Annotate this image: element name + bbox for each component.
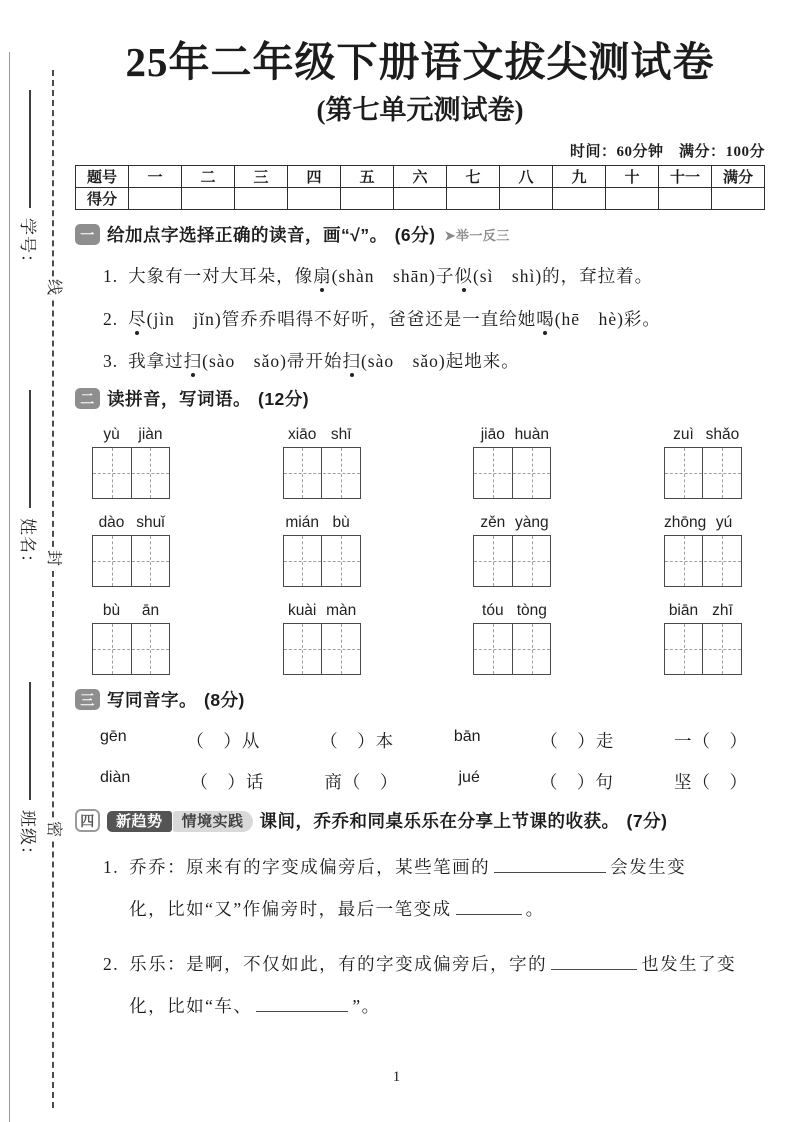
margin-field-blank-line	[29, 682, 31, 800]
section-3-points: (8分)	[204, 690, 245, 711]
homophone-item: 商（ ）	[324, 772, 399, 793]
homophone-pinyin: gēn	[100, 728, 127, 746]
margin-field-blank-line	[29, 390, 31, 508]
writing-grid	[473, 535, 551, 587]
section-4-header	[75, 808, 765, 833]
homophone-item: （ ）句	[539, 772, 614, 793]
score-table-column-header: 四	[288, 166, 341, 188]
writing-grid	[664, 623, 742, 675]
pinyin-word-group	[473, 602, 551, 675]
question-item	[103, 349, 765, 374]
writing-grid-midline	[93, 473, 169, 474]
score-table-empty-cell	[288, 188, 341, 210]
page-subtitle: (第七单元测试卷)	[316, 95, 524, 126]
score-table-empty-cell	[182, 188, 235, 210]
question-item	[103, 943, 765, 1027]
section-3	[75, 687, 765, 794]
section-1-points: (6分)	[394, 225, 436, 246]
exam-meta: 时间：60分钟 满分：100分	[569, 144, 765, 161]
score-row-label: 得分	[76, 188, 129, 210]
answer-blank	[456, 898, 522, 916]
pinyin-syllable: mián	[285, 514, 319, 532]
pinyin-word-group	[283, 426, 361, 499]
score-table-column-header: 十	[606, 166, 659, 188]
pinyin-syllable: jiāo	[480, 426, 505, 444]
pinyin-syllable: ān	[141, 602, 160, 620]
section-1-title: 给加点字选择正确的读音，画“√”。	[107, 225, 388, 246]
pinyin-syllable: zhōng	[663, 514, 707, 532]
score-table-column-header: 满分	[712, 166, 765, 188]
score-table-empty-cell	[394, 188, 447, 210]
dotted-character: 扫	[183, 350, 203, 371]
score-table-column-header: 七	[447, 166, 500, 188]
new-trend-badge: 新趋势	[107, 811, 172, 832]
score-table-empty-cell	[606, 188, 659, 210]
pinyin-syllable: zuì	[673, 426, 694, 444]
writing-grid	[283, 447, 361, 499]
section-3-header	[75, 687, 765, 712]
question-item	[103, 307, 765, 332]
pinyin-syllable: yú	[715, 514, 733, 532]
writing-grid-midline	[93, 649, 169, 650]
homophone-row	[100, 728, 748, 753]
pinyin-word-row	[92, 514, 742, 587]
section-1	[75, 222, 765, 374]
question-number: 2.	[103, 954, 120, 975]
seal-char: 线	[40, 277, 66, 297]
margin-field-label: 姓名：	[18, 518, 38, 572]
pinyin-syllable: yàng	[515, 514, 549, 532]
pinyin-label	[92, 514, 170, 532]
writing-grid	[664, 447, 742, 499]
section-2-number-icon: 二	[75, 388, 100, 409]
question-text: 尽(jìn jǐn)管乔乔唱得不好听，爸爸还是一直给她喝(hē hè)彩。	[128, 308, 661, 329]
question-number: 2.	[103, 308, 119, 329]
pinyin-syllable: bù	[102, 602, 121, 620]
pinyin-label	[473, 514, 551, 532]
pinyin-label	[283, 602, 361, 620]
score-table-empty-cell	[235, 188, 288, 210]
pinyin-word-group	[92, 426, 170, 499]
pinyin-syllable: zěn	[480, 514, 506, 532]
pinyin-syllable: huàn	[514, 426, 550, 444]
pinyin-syllable: jiàn	[138, 426, 163, 444]
score-table-empty-cell	[659, 188, 712, 210]
score-table-column-header: 十一	[659, 166, 712, 188]
question-number: 1.	[103, 857, 120, 878]
section-4-title: 课间，乔乔和同桌乐乐在分享上节课的收获。	[259, 811, 620, 832]
pinyin-word-group	[664, 514, 742, 587]
margin-field-blank-line	[29, 90, 31, 208]
margin-field-label: 学号：	[18, 218, 38, 272]
margin-field-student-id	[17, 90, 43, 290]
homophone-item: 坚（ ）	[674, 772, 748, 793]
writing-grid	[664, 535, 742, 587]
seal-char: 密	[40, 819, 66, 839]
dotted-character: 尽	[128, 308, 147, 329]
score-table	[75, 165, 765, 210]
pinyin-word-row	[92, 426, 742, 499]
question-item	[103, 264, 765, 289]
pinyin-label	[283, 426, 361, 444]
pinyin-word-group	[92, 602, 170, 675]
score-table-column-header: 二	[182, 166, 235, 188]
question-text: 大象有一对大耳朵，像扇(shàn shān)子似(sì shì)的，耷拉着。	[128, 266, 654, 287]
score-table-empty-cell	[447, 188, 500, 210]
section-1-number-icon: 一	[75, 224, 100, 245]
writing-grid-midline	[665, 473, 741, 474]
section-4-number-icon: 四	[75, 809, 100, 832]
score-table-empty-cell	[341, 188, 394, 210]
pinyin-label	[664, 514, 742, 532]
score-table-empty-cell	[553, 188, 606, 210]
pinyin-label	[473, 602, 551, 620]
homophone-pinyin: bān	[453, 728, 481, 746]
pinyin-syllable: shī	[330, 426, 352, 444]
pinyin-word-group	[283, 514, 361, 587]
writing-grid	[92, 535, 170, 587]
question-text: 乔乔：原来有的字变成偏旁后，某些笔画的 会发生变 化，比如“又”作偏旁时，最后一笔变成 。	[129, 857, 687, 920]
seal-dashed-line	[52, 70, 54, 1108]
dotted-character: 似	[454, 266, 473, 287]
writing-grid-midline	[474, 649, 550, 650]
score-table-column-header: 一	[129, 166, 182, 188]
section-4-points: (7分)	[626, 811, 668, 832]
score-table-corner-label: 题号	[76, 166, 129, 188]
pinyin-syllable: màn	[326, 602, 357, 620]
writing-grid-midline	[665, 649, 741, 650]
section-1-header	[75, 222, 765, 247]
writing-grid	[473, 447, 551, 499]
dotted-character: 扫	[342, 350, 361, 371]
pinyin-word-group	[664, 426, 742, 499]
pinyin-word-group	[473, 514, 551, 587]
page-number: 1	[392, 1069, 401, 1085]
writing-grid-midline	[665, 561, 741, 562]
pinyin-label	[473, 426, 551, 444]
homophone-pinyin: diàn	[100, 769, 131, 787]
pinyin-syllable: bù	[332, 514, 350, 532]
page-edge-line	[9, 52, 10, 1122]
section-2-points: (12分)	[258, 389, 310, 410]
pinyin-syllable: dào	[98, 514, 125, 532]
pinyin-word-row	[92, 602, 742, 675]
section-3-number-icon: 三	[75, 689, 100, 710]
writing-grid	[92, 447, 170, 499]
score-table-empty-cell	[129, 188, 182, 210]
score-table-column-header: 五	[341, 166, 394, 188]
homophone-item: （ ）走	[540, 731, 615, 752]
page-title: 25年二年级下册语文拔尖测试卷	[125, 39, 715, 85]
answer-blank	[494, 856, 606, 874]
seal-char: 封	[40, 548, 66, 568]
answer-blank	[551, 953, 637, 971]
pinyin-syllable: xiāo	[287, 426, 317, 444]
writing-grid-midline	[284, 561, 360, 562]
writing-grid-midline	[93, 561, 169, 562]
context-practice-badge: 情境实践	[173, 811, 253, 832]
pinyin-word-group	[664, 602, 742, 675]
question-number: 3.	[103, 350, 119, 371]
pinyin-label	[664, 602, 742, 620]
question-number: 1.	[103, 266, 119, 287]
pinyin-label	[283, 514, 361, 532]
writing-grid	[283, 623, 361, 675]
pinyin-word-group	[92, 514, 170, 587]
homophone-item: （ ）从	[186, 731, 261, 752]
pinyin-word-group	[283, 602, 361, 675]
dotted-character: 扇	[313, 266, 332, 287]
margin-field-label: 班级：	[18, 810, 38, 864]
writing-grid-midline	[474, 473, 550, 474]
section-2	[75, 386, 765, 675]
pinyin-syllable: kuài	[287, 602, 317, 620]
homophone-item: 一（ ）	[674, 731, 748, 752]
pinyin-syllable: shǎo	[705, 426, 740, 444]
pinyin-label	[92, 426, 170, 444]
writing-grid-midline	[284, 473, 360, 474]
pinyin-syllable: yù	[103, 426, 120, 444]
section-2-header	[75, 386, 765, 411]
score-table-column-header: 三	[235, 166, 288, 188]
score-table-score-row	[76, 188, 765, 210]
question-text: 乐乐：是啊，不仅如此，有的字变成偏旁后，字的 也发生了变 化，比如“车、 ”。	[129, 954, 737, 1017]
score-table-column-header: 九	[553, 166, 606, 188]
writing-grid	[473, 623, 551, 675]
score-table-empty-cell	[500, 188, 553, 210]
margin-field-class-name	[17, 682, 43, 882]
pinyin-syllable: shuǐ	[136, 514, 165, 532]
writing-grid	[92, 623, 170, 675]
section-2-title: 读拼音，写词语。	[107, 389, 251, 410]
question-text: 我拿过扫(sào sǎo)帚开始扫(sào sǎo)起地来。	[128, 350, 520, 371]
section-4	[75, 808, 765, 1027]
score-table-empty-cell	[712, 188, 765, 210]
paper-content	[75, 38, 765, 1027]
pinyin-syllable: zhī	[712, 602, 733, 620]
homophone-row	[100, 769, 748, 794]
writing-grid-midline	[474, 561, 550, 562]
section-3-title: 写同音字。	[107, 690, 197, 711]
homophone-item: （ ）话	[190, 772, 265, 793]
answer-blank	[256, 995, 348, 1013]
pinyin-syllable: tòng	[516, 602, 547, 620]
score-table-column-header: 六	[394, 166, 447, 188]
pinyin-label	[92, 602, 170, 620]
pinyin-label	[664, 426, 742, 444]
pinyin-syllable: biān	[668, 602, 699, 620]
writing-grid-midline	[284, 649, 360, 650]
homophone-pinyin: jué	[458, 769, 480, 787]
score-table-column-header: 八	[500, 166, 553, 188]
dotted-character: 喝	[536, 308, 555, 329]
score-table-header-row	[76, 166, 765, 188]
writing-grid	[283, 535, 361, 587]
question-item	[103, 846, 765, 930]
homophone-item: （ ）本	[320, 731, 395, 752]
section-1-tag: ➤举一反三	[444, 228, 510, 244]
pinyin-word-group	[473, 426, 551, 499]
pinyin-syllable: tóu	[482, 602, 504, 620]
